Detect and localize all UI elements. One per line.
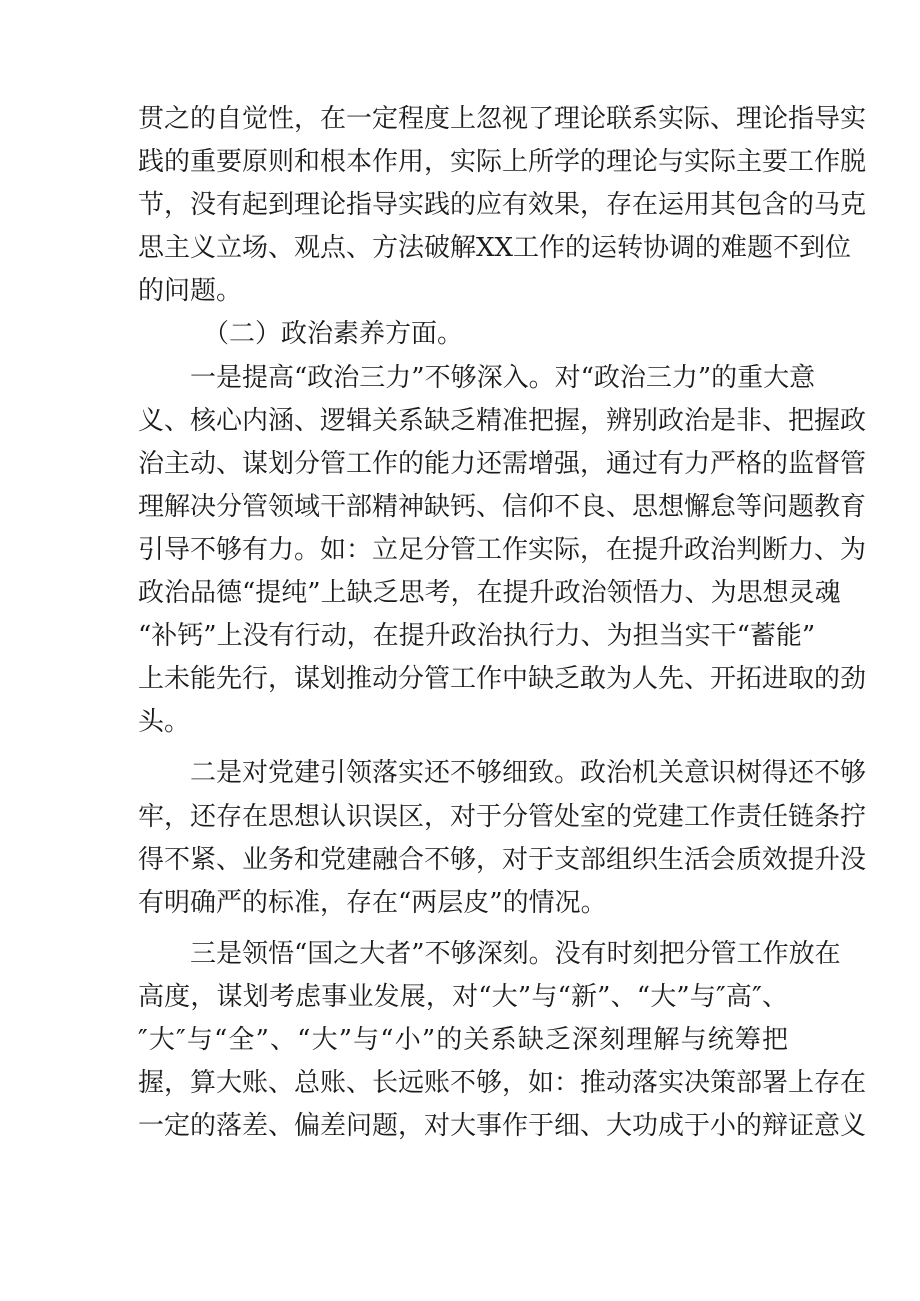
text-line: 得不紧、业务和党建融合不够，对于支部组织生活会质效提升没 (138, 844, 867, 875)
text-line: ″大″与“全”、“大”与“小”的关系缺乏深刻理解与统筹把 (138, 1024, 788, 1055)
paragraph-4 (138, 933, 867, 1148)
text-line: 握，算大账、总账、长远账不够，如：推动落实决策部署上存在 (138, 1068, 867, 1099)
text-line: 义、核心内涵、逻辑关系缺乏精准把握，辨别政治是非、把握政 (138, 405, 867, 436)
document-body (138, 98, 867, 1148)
text-line: 的问题。 (138, 276, 243, 307)
text-line: 有明确严的标准，存在“两层皮”的情况。 (138, 887, 607, 918)
text-line: 牢，还存在思想认识误区，对于分管处室的党建工作责任链条拧 (138, 801, 867, 832)
text-line: 头。 (138, 707, 191, 738)
paragraph-3 (138, 752, 867, 924)
text-line: “补钙”上没有行动，在提升政治执行力、为担当实干“蓄能” (138, 621, 816, 652)
section-heading (138, 313, 788, 356)
text-line: 治主动、谋划分管工作的能力还需增强，通过有力严格的监督管 (138, 448, 867, 479)
text-line: 一是提高“政治三力”不够深入。对“政治三力”的重大意 (190, 362, 816, 393)
text-line: 节，没有起到理论指导实践的应有效果，存在运用其包含的马克 (138, 190, 867, 221)
text-line: 一定的落差、偏差问题，对大事作于细、大功成于小的辩证意义 (138, 1111, 867, 1142)
text-line: 政治品德“提纯”上缺乏思考，在提升政治领悟力、为思想灵魂 (138, 578, 841, 609)
text-line: 引导不够有力。如：立足分管工作实际，在提升政治判断力、为 (138, 534, 867, 565)
text-line: 上未能先行，谋划推动分管工作中缺乏敢为人先、开拓进取的劲 (138, 664, 867, 695)
text-line: 高度，谋划考虑事业发展，对“大”与“新”、“大”与″高″、 (138, 981, 788, 1012)
text-line: 思主义立场、观点、方法破解XX工作的运转协调的难题不到位 (138, 233, 852, 264)
text-line: 三是领悟“国之大者”不够深刻。没有时刻把分管工作放在 (190, 938, 841, 969)
text-line: 践的重要原则和根本作用，实际上所学的理论与实际主要工作脱 (138, 147, 867, 178)
text-line: 二是对党建引领落实还不够细致。政治机关意识树得还不够 (190, 758, 867, 789)
paragraph-1 (138, 98, 867, 313)
section-heading-text: （二）政治素养方面。 (203, 319, 464, 350)
paragraph-2 (138, 357, 867, 745)
text-line: 贯之的自觉性，在一定程度上忽视了理论联系实际、理论指导实 (138, 104, 867, 134)
text-line: 理解决分管领域干部精神缺钙、信仰不良、思想懈怠等问题教育 (138, 491, 867, 522)
